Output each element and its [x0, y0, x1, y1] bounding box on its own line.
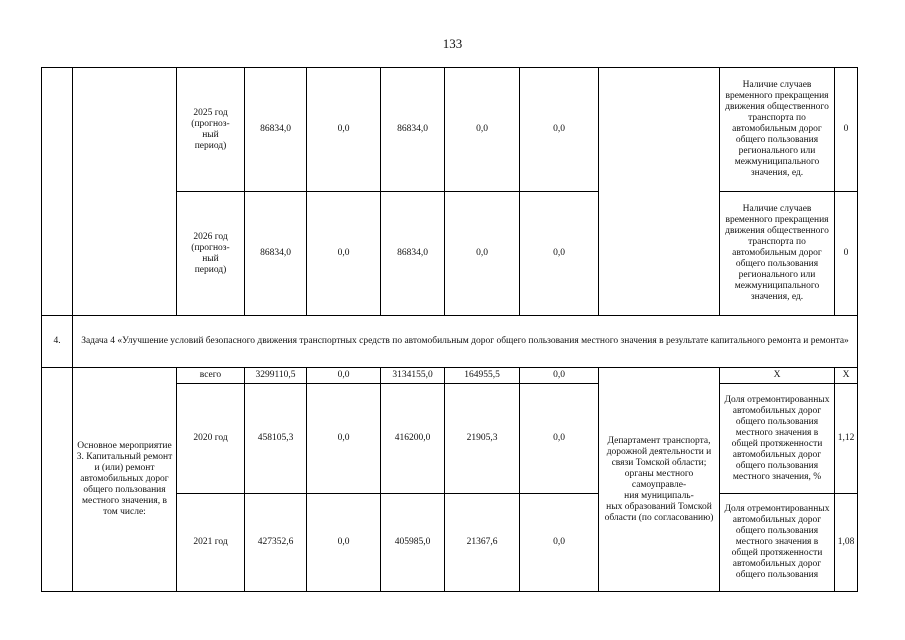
value-regional: 3134155,0	[381, 368, 445, 384]
task-row	[42, 316, 858, 368]
executor-cell: Департамент транспорта, дорожной деятельности и связи Томской области; органы местного самоуправле- ния муниципаль- ных образований Томской области (по согласованию)	[599, 368, 720, 592]
indicator-cell: Наличие случаев временного прекращения движения общественного транспорта по автомобильным дорог общего пользования регионального или межмуниципального значения, ед.	[720, 192, 835, 316]
value-federal: 0,0	[307, 494, 381, 592]
year-cell: 2020 год	[177, 384, 245, 494]
value-local: 164955,5	[445, 368, 520, 384]
indicator-value: 1,08	[835, 494, 858, 592]
indicator-value: 1,12	[835, 384, 858, 494]
value-extra: 0,0	[520, 384, 599, 494]
value-total: 86834,0	[245, 192, 307, 316]
value-local: 21905,3	[445, 384, 520, 494]
year-cell: 2026 год (прогноз- ный период)	[177, 192, 245, 316]
year-cell: 2025 год (прогноз- ный период)	[177, 68, 245, 192]
program-table	[41, 67, 858, 592]
executor-cell	[599, 68, 720, 316]
indicator-cell: Наличие случаев временного прекращения движения общественного транспорта по автомобильным дорог общего пользования регионального или межмуниципального значения, ед.	[720, 68, 835, 192]
value-regional: 416200,0	[381, 384, 445, 494]
value-federal: 0,0	[307, 192, 381, 316]
value-total: 3299110,5	[245, 368, 307, 384]
value-extra: 0,0	[520, 494, 599, 592]
value-federal: 0,0	[307, 384, 381, 494]
table-row	[42, 68, 858, 192]
table-row	[42, 368, 858, 384]
task-number: 4.	[42, 316, 73, 368]
total-label: всего	[177, 368, 245, 384]
indicator-value: 0	[835, 68, 858, 192]
year-cell: 2021 год	[177, 494, 245, 592]
value-extra: 0,0	[520, 68, 599, 192]
value-total: 86834,0	[245, 68, 307, 192]
value-extra: 0,0	[520, 192, 599, 316]
indicator-cell: Х	[720, 368, 835, 384]
value-total: 458105,3	[245, 384, 307, 494]
value-local: 0,0	[445, 192, 520, 316]
value-federal: 0,0	[307, 368, 381, 384]
value-regional: 86834,0	[381, 68, 445, 192]
value-local: 21367,6	[445, 494, 520, 592]
indicator-cell: Доля отремонтированных автомобильных дорог общего пользования местного значения в общей протяженности автомобильных дорог общего пользования	[720, 494, 835, 592]
page-number: 133	[442, 36, 463, 51]
indicator-cell: Доля отремонтированных автомобильных дорог общего пользования местного значения в общей протяженности автомобильных дорог общего пользования местного значения, %	[720, 384, 835, 494]
empty-cell	[42, 368, 73, 592]
value-total: 427352,6	[245, 494, 307, 592]
indicator-value: Х	[835, 368, 858, 384]
value-federal: 0,0	[307, 68, 381, 192]
measure-name: Основное мероприятие 3. Капитальный ремонт и (или) ремонт автомобильных дорог общего пользования местного значения, в том числе:	[73, 368, 177, 592]
empty-cell	[42, 68, 73, 316]
value-regional: 405985,0	[381, 494, 445, 592]
value-regional: 86834,0	[381, 192, 445, 316]
value-local: 0,0	[445, 68, 520, 192]
task-title: Задача 4 «Улучшение условий безопасного движения транспортных средств по автомобильным дорог общего пользования местного значения в результате капитального ремонта и ремонта»	[73, 316, 858, 368]
value-extra: 0,0	[520, 368, 599, 384]
indicator-value: 0	[835, 192, 858, 316]
empty-cell	[73, 68, 177, 316]
